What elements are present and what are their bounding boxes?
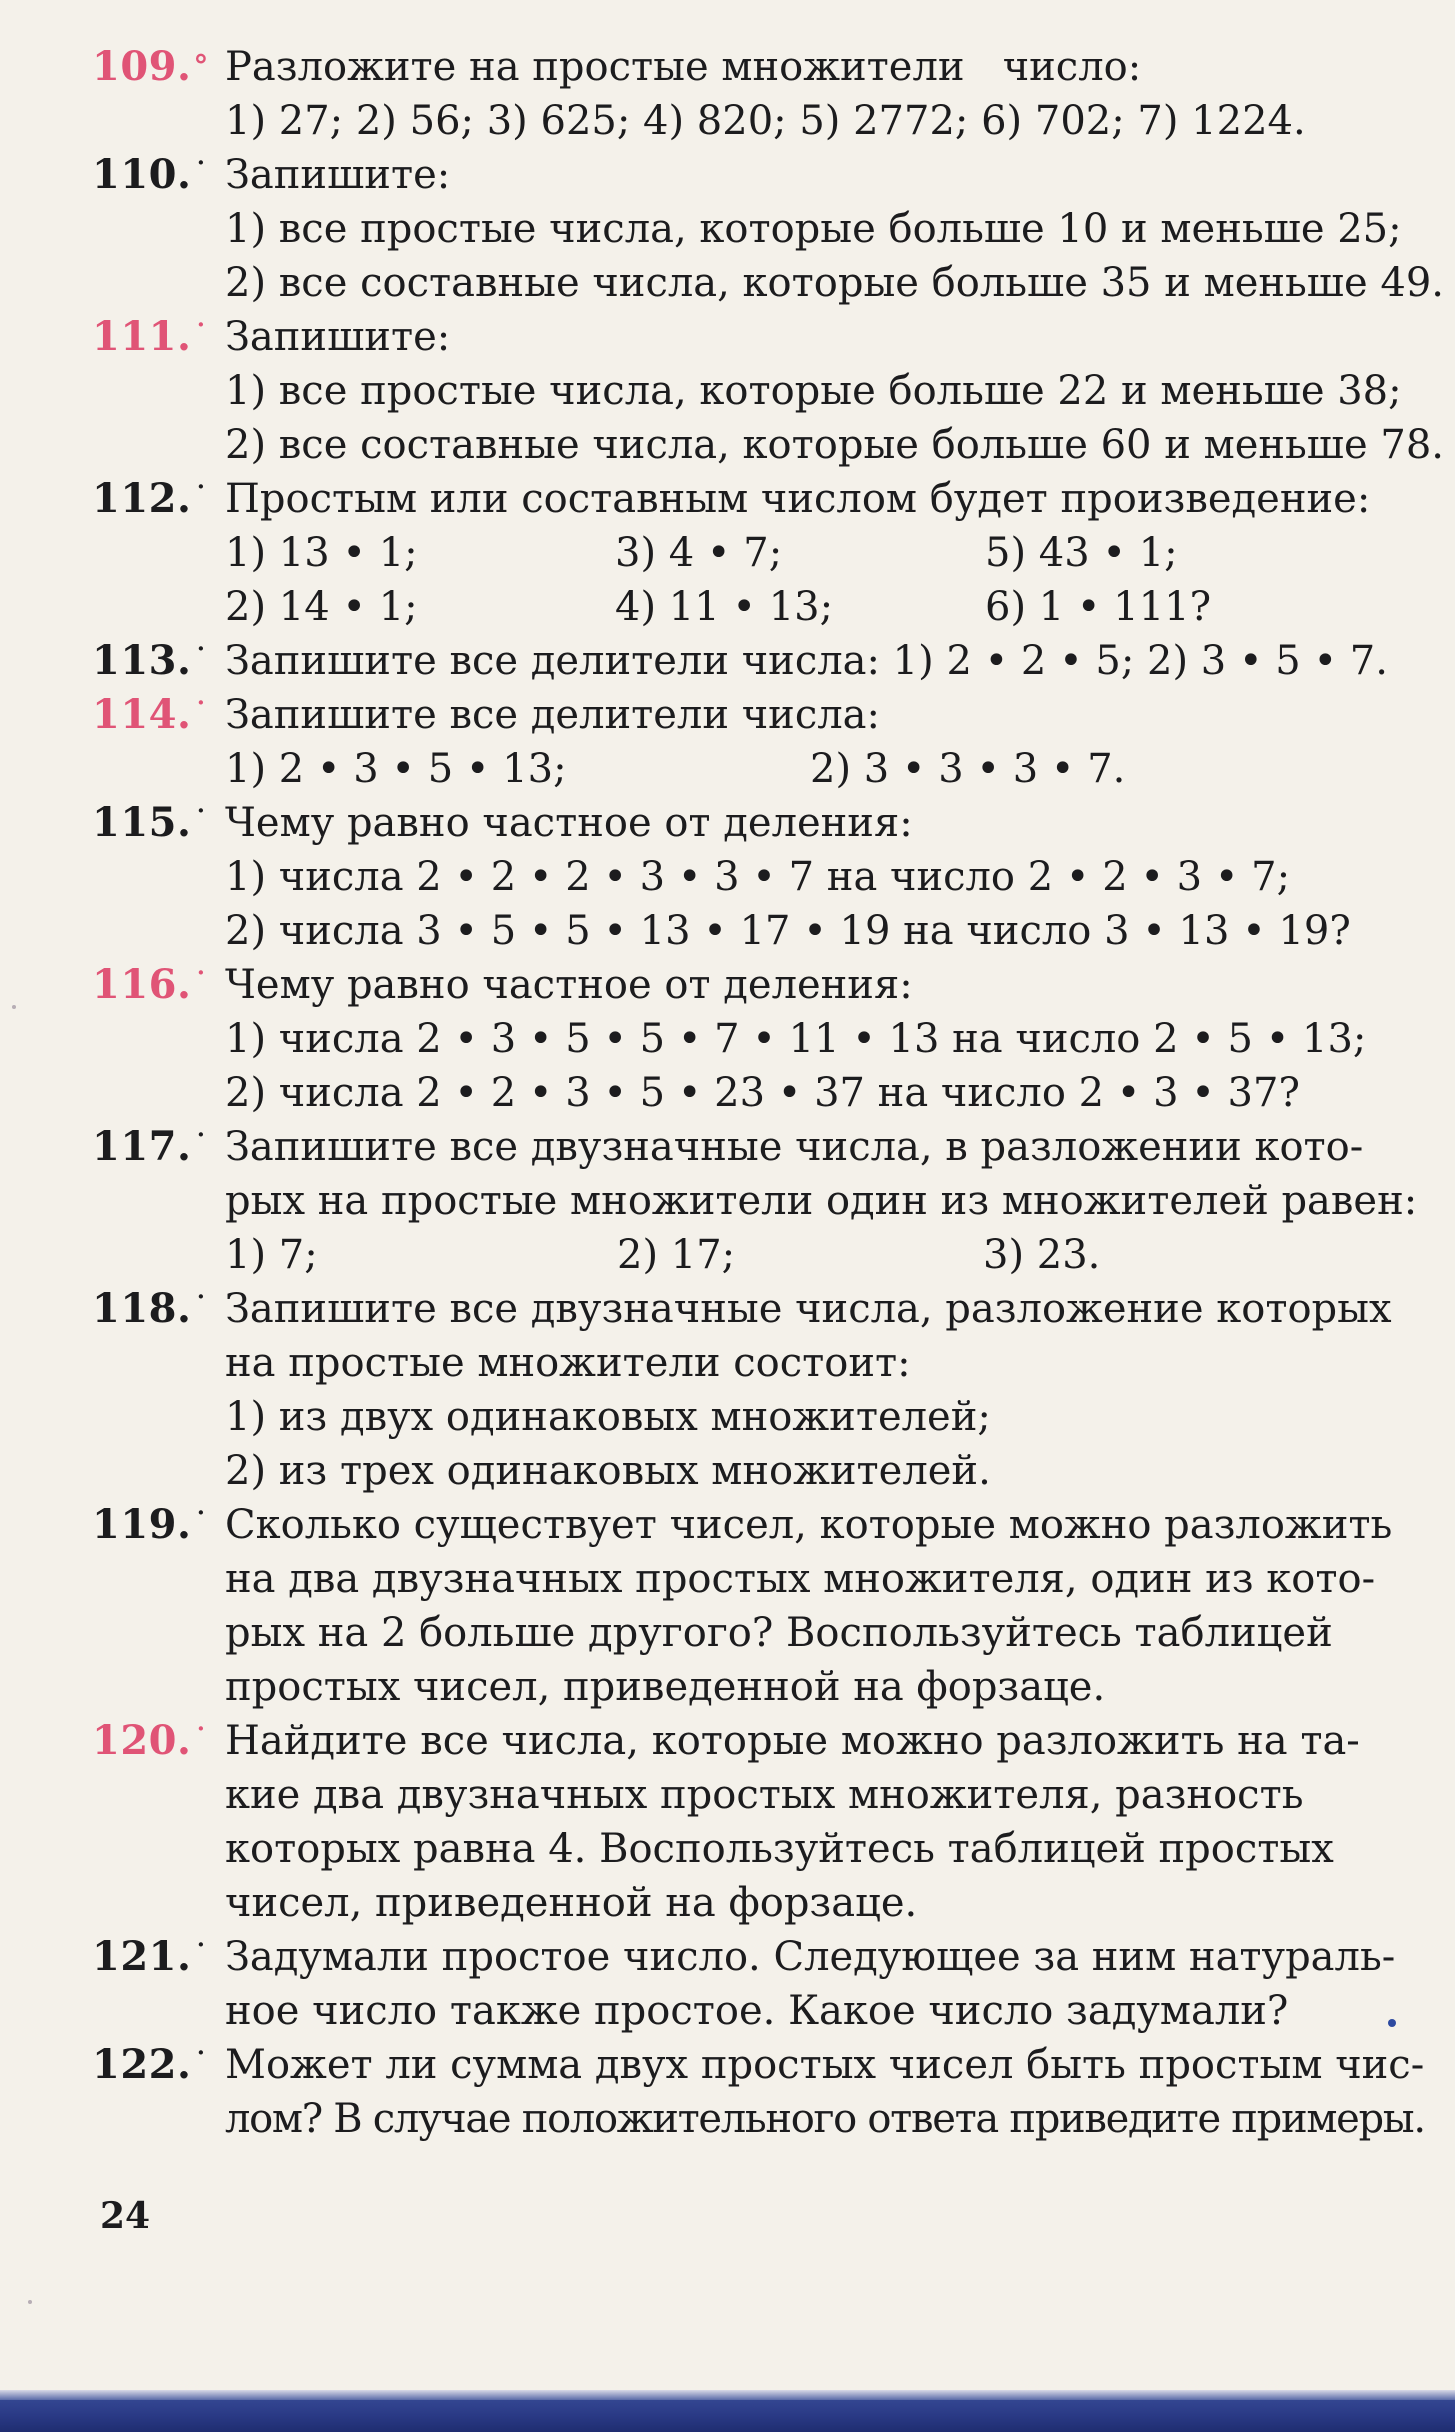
exercise-text: 2) из трех одинаковых множителей. [225,1448,991,1494]
exercise-number: 118.˙ [92,1285,209,1332]
sub-item: 1) 2 • 3 • 5 • 13; [225,746,567,792]
exercise-text: на простые множители состоит: [225,1340,911,1386]
exercise-text: Может ли сумма двух простых чисел быть простым чис- [225,2042,1425,2088]
exercise-113 [92,634,1427,688]
exercise-number: 109.° [92,43,209,90]
exercise-text: Задумали простое число. Следующее за ним натураль- [225,1934,1396,1980]
exercise-112 [92,472,1427,634]
exercise-text: Запишите все делители числа: [225,692,880,738]
sub-item: 4) 11 • 13; [615,584,834,630]
exercise-text: которых равна 4. Воспользуйтесь таблицей простых [225,1826,1334,1872]
blue-dot-mark [1388,2019,1396,2027]
exercise-text: ное число также простое. Какое число задумали? [225,1988,1289,2034]
sub-item: 3) 4 • 7; [615,530,783,576]
exercise-117 [92,1120,1427,1282]
exercise-text: Запишите: [225,152,451,198]
exercise-text: Запишите все делители числа: 1) 2 • 2 • 5; 2) 3 • 5 • 7. [225,638,1388,684]
exercise-text: 1) все простые числа, которые больше 10 и меньше 25; [225,206,1402,252]
sub-item: 1) 7; [225,1232,318,1278]
exercise-number: 111.˙ [92,313,209,360]
exercise-114 [92,688,1427,796]
exercise-text: Запишите все двузначные числа, в разложении кото- [225,1124,1364,1170]
exercise-119 [92,1498,1427,1714]
exercise-number: 117.˙ [92,1123,209,1170]
sub-item: 2) 17; [617,1232,736,1278]
exercise-text: 1) числа 2 • 2 • 2 • 3 • 3 • 7 на число 2 • 2 • 3 • 7; [225,854,1291,900]
exercise-text: Чему равно частное от деления: [225,800,913,846]
exercise-number: 116.˙ [92,961,209,1008]
exercise-text: 1) из двух одинаковых множителей; [225,1394,991,1440]
exercise-number: 121.˙ [92,1933,209,1980]
exercise-number: 114.˙ [92,691,209,738]
exercise-115 [92,796,1427,958]
exercise-number: 112.˙ [92,475,209,522]
exercise-120 [92,1714,1427,1930]
exercise-122 [92,2038,1427,2146]
answer-grid [225,526,1427,634]
exercise-text: кие два двузначных простых множителя, разность [225,1772,1304,1818]
exercise-number: 113.˙ [92,637,209,684]
exercise-text: 2) все составные числа, которые больше 60 и меньше 78. [225,422,1444,468]
exercise-text: лом? В случае положительного ответа приведите примеры. [225,2096,1425,2142]
exercise-121 [92,1930,1427,2038]
sub-item: 2) 3 • 3 • 3 • 7. [810,746,1126,792]
exercise-110 [92,148,1444,310]
exercise-116 [92,958,1427,1120]
exercise-118 [92,1282,1427,1498]
exercise-text: Запишите все двузначные числа, разложение которых [225,1286,1392,1332]
exercise-text: 1) все простые числа, которые больше 22 и меньше 38; [225,368,1402,414]
exercise-text: Простым или составным числом будет произведение: [225,476,1371,522]
exercise-number: 115.˙ [92,799,209,846]
exercise-list [92,40,1444,2146]
exercise-text: Разложите на простые множители число: [225,44,1142,90]
exercise-text: простых чисел, приведенной на форзаце. [225,1664,1106,1710]
answer-grid [225,742,1427,796]
exercise-text: Сколько существует чисел, которые можно разложить [225,1502,1393,1548]
exercise-text: 2) числа 3 • 5 • 5 • 13 • 17 • 19 на число 3 • 13 • 19? [225,908,1351,954]
exercise-text: Найдите все числа, которые можно разложить на та- [225,1718,1360,1764]
exercise-111 [92,310,1444,472]
page-number: 24 [100,2195,151,2237]
sub-item: 5) 43 • 1; [985,530,1178,576]
exercise-109 [92,40,1427,148]
paper-speck [12,1005,16,1009]
sub-item: 1) 13 • 1; [225,530,418,576]
page-bottom-edge [0,2390,1455,2432]
exercise-text: чисел, приведенной на форзаце. [225,1880,918,1926]
exercise-number: 119.˙ [92,1501,209,1548]
exercise-text: Чему равно частное от деления: [225,962,913,1008]
exercise-number: 122.˙ [92,2041,209,2088]
exercise-text: Запишите: [225,314,451,360]
exercise-text: рых на 2 больше другого? Воспользуйтесь таблицей [225,1610,1333,1656]
sub-item: 6) 1 • 111? [985,584,1212,630]
sub-item: 3) 23. [983,1232,1101,1278]
exercise-number: 120.˙ [92,1717,209,1764]
paper-speck [28,2300,32,2304]
exercise-text: рых на простые множители один из множителей равен: [225,1178,1418,1224]
exercise-number: 110.˙ [92,151,209,198]
exercise-text: 2) числа 2 • 2 • 3 • 5 • 23 • 37 на число 2 • 3 • 37? [225,1070,1300,1116]
answer-grid [225,1228,1427,1282]
sub-item: 2) 14 • 1; [225,584,418,630]
exercise-text: 1) 27; 2) 56; 3) 625; 4) 820; 5) 2772; 6) 702; 7) 1224. [225,98,1306,144]
exercise-text: на два двузначных простых множителя, один из кото- [225,1556,1376,1602]
exercise-text: 1) числа 2 • 3 • 5 • 5 • 7 • 11 • 13 на число 2 • 5 • 13; [225,1016,1367,1062]
exercise-text: 2) все составные числа, которые больше 35 и меньше 49. [225,260,1444,306]
